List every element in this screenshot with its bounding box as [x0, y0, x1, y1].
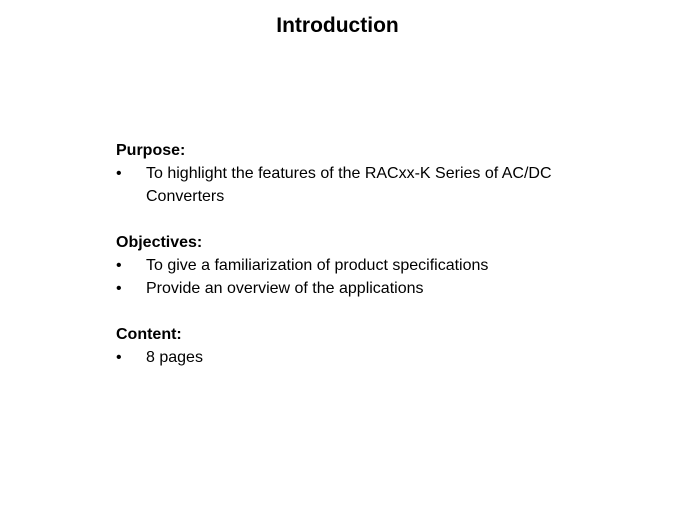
bullet-text: Provide an overview of the applications: [146, 280, 424, 297]
bullet-text: To highlight the features of the RACxx-K Series of AC/DC Converters: [146, 165, 552, 205]
content-section: [116, 323, 586, 369]
bullet-icon: •: [116, 280, 122, 297]
list-item: [116, 162, 586, 208]
purpose-heading: Purpose:: [116, 142, 186, 159]
slide-body: [116, 139, 586, 369]
slide-title: Introduction: [276, 14, 399, 37]
bullet-icon: •: [116, 349, 122, 366]
objectives-list: [116, 254, 586, 300]
list-item: [116, 277, 586, 300]
list-item: [116, 346, 586, 369]
objectives-section: [116, 231, 586, 300]
purpose-section: [116, 139, 586, 208]
bullet-icon: •: [116, 257, 122, 274]
content-list: [116, 346, 586, 369]
bullet-text: 8 pages: [146, 349, 203, 366]
bullet-icon: •: [116, 165, 122, 182]
bullet-text: To give a familiarization of product specifications: [146, 257, 489, 274]
purpose-list: [116, 162, 586, 208]
list-item: [116, 254, 586, 277]
objectives-heading: Objectives:: [116, 234, 203, 251]
content-heading: Content:: [116, 326, 182, 343]
